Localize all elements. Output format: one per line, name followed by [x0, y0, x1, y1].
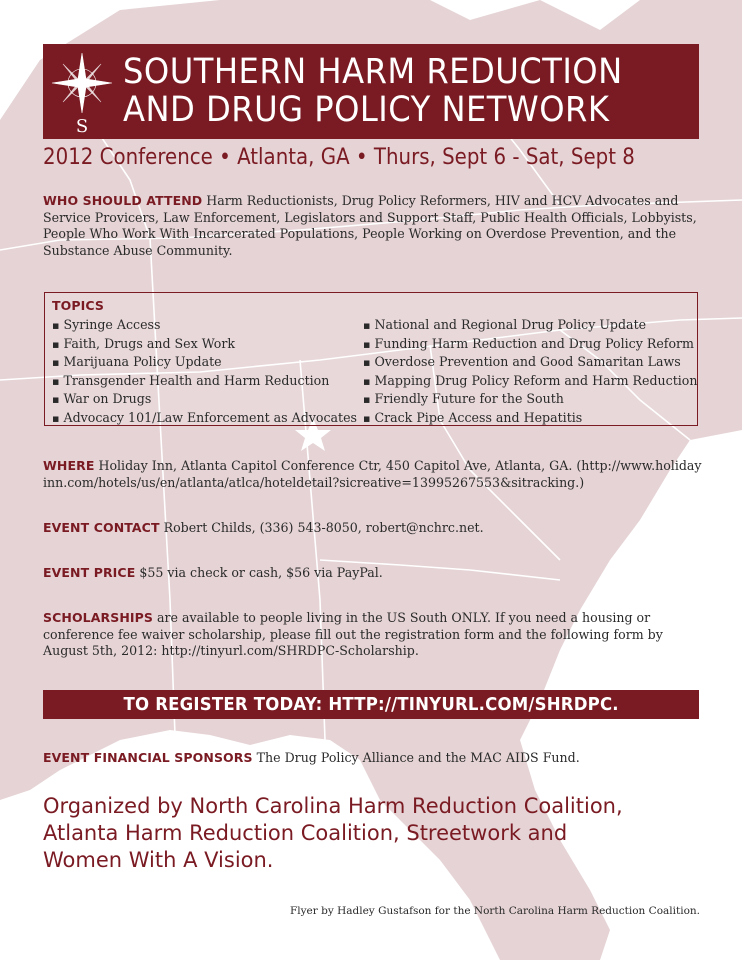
topic-item: ▪ Mapping Drug Policy Reform and Harm Reduction — [363, 372, 698, 391]
topic-item: ▪ National and Regional Drug Policy Update — [363, 316, 698, 335]
flyer-credit: Flyer by Hadley Gustafson for the North Carolina Harm Reduction Coalition. — [289, 905, 700, 917]
sponsors-text: The Drug Policy Alliance and the MAC AIDS Fund. — [252, 750, 580, 765]
event-price-text: $55 via check or cash, $56 via PayPal. — [135, 565, 383, 580]
title-line-1: SOUTHERN HARM REDUCTION — [123, 52, 623, 92]
topic-item: ▪ Transgender Health and Harm Reduction — [52, 372, 357, 391]
topics-box — [44, 292, 698, 426]
register-link[interactable]: TO REGISTER TODAY: HTTP://TINYURL.COM/SHRDPC. — [123, 694, 619, 715]
organizers-line-1: Organized by North Carolina Harm Reduction Coalition, — [43, 794, 623, 818]
topic-item: ▪ Marijuana Policy Update — [52, 353, 357, 372]
organizers-statement — [43, 793, 723, 874]
topic-item: ▪ Faith, Drugs and Sex Work — [52, 335, 357, 354]
event-price-section — [43, 565, 703, 582]
where-text: Holiday Inn, Atlanta Capitol Conference Ctr, 450 Capitol Ave, Atlanta, GA. (http://www.holidayinn.com/hotels/us/en/atlanta/atlca/hoteldetail?sicreative=13995267553&sitracking.) — [43, 458, 702, 490]
scholarships-text: are available to people living in the US South ONLY. If you need a housing or conference fee waiver scholarship, please fill out the registration form and the following form by August 5th, 2012: http://tinyurl.com/SHRDPC-Scholarship. — [43, 610, 663, 658]
title-banner — [43, 44, 699, 139]
who-should-attend-text: Harm Reductionists, Drug Policy Reformers, HIV and HCV Advocates and Service Provicers, Law Enforcement, Legislators and Support Staff, Public Health Officials, Lobbyists, People Who Work With Incarcerated Populations, People Working on Overdose Prevention, and the Substance Abuse Community. — [43, 193, 697, 258]
topic-item: ▪ Funding Harm Reduction and Drug Policy Reform — [363, 335, 698, 354]
register-banner — [43, 690, 699, 719]
scholarships-label: SCHOLARSHIPS — [43, 610, 154, 625]
organizers-line-2: Atlanta Harm Reduction Coalition, Streetwork and — [43, 821, 568, 845]
sponsors-section — [43, 750, 703, 767]
topic-item: ▪ Overdose Prevention and Good Samaritan Laws — [363, 353, 698, 372]
event-contact-label: EVENT CONTACT — [43, 520, 160, 535]
who-should-attend-section — [43, 193, 703, 259]
conference-subtitle: 2012 Conference • Atlanta, GA • Thurs, Sept 6 - Sat, Sept 8 — [43, 145, 635, 170]
topic-item: ▪ War on Drugs — [52, 390, 357, 409]
topic-item: ▪ Friendly Future for the South — [363, 390, 698, 409]
who-should-attend-label: WHO SHOULD ATTEND — [43, 193, 203, 208]
title-line-2: AND DRUG POLICY NETWORK — [123, 90, 610, 130]
sponsors-label: EVENT FINANCIAL SPONSORS — [43, 750, 253, 765]
topics-label: TOPICS — [52, 298, 104, 313]
topic-item: ▪ Crack Pipe Access and Hepatitis — [363, 409, 698, 428]
topic-item: ▪ Advocacy 101/Law Enforcement as Advocates — [52, 409, 357, 428]
topic-item: ▪ Syringe Access — [52, 316, 357, 335]
event-contact-section — [43, 520, 703, 537]
topics-list-left — [52, 316, 357, 427]
where-label: WHERE — [43, 458, 95, 473]
scholarships-section — [43, 610, 703, 660]
network-title — [123, 53, 647, 129]
logo-letter: S — [75, 116, 89, 134]
event-price-label: EVENT PRICE — [43, 565, 136, 580]
compass-rose-icon — [49, 50, 115, 134]
where-section — [43, 458, 703, 491]
organizers-line-3: Women With A Vision. — [43, 848, 274, 872]
event-contact-text: Robert Childs, (336) 543-8050, robert@nchrc.net. — [159, 520, 484, 535]
topics-list-right — [363, 316, 698, 427]
